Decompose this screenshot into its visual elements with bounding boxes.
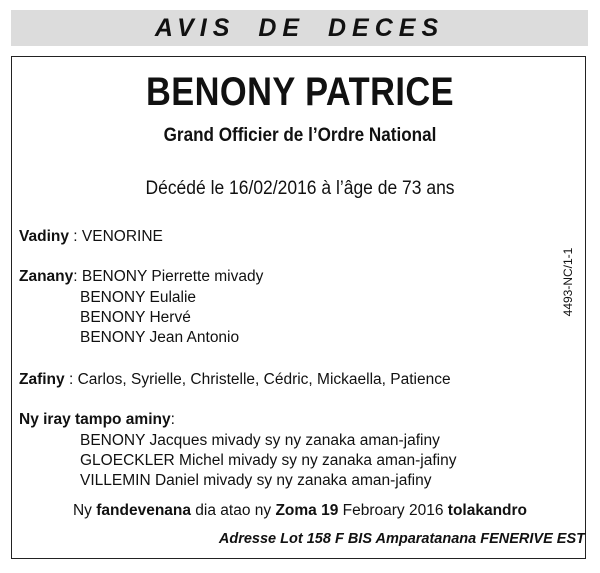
funeral-text: Febroary 2016 [338,502,448,519]
zafiny-row [19,371,451,389]
reference-code: 4493-NC/1-1 [561,247,575,317]
deceased-title: Grand Officier de l’Ordre National [163,125,437,146]
funeral-text: dia atao ny [191,502,276,519]
zanany-item: : BENONY Pierrette mivady [73,268,264,285]
tampo-item: VILLEMIN Daniel mivady sy ny zanaka aman-jafiny [80,472,432,489]
vadiny-label: Vadiny [19,228,69,245]
funeral-time: tolakandro [447,502,528,519]
vadiny-row [19,228,163,246]
tampo-label: Ny iray tampo aminy [19,411,171,428]
vadiny-value: : VENORINE [68,228,163,245]
tampo-item: BENONY Jacques mivady sy ny zanaka aman-jafiny [80,432,440,449]
zafiny-value: : Carlos, Syrielle, Christelle, Cédric, Mickaella, Patience [64,371,451,388]
banner-title: AVIS DE DECES [154,13,445,42]
funeral-line [0,502,600,520]
tampo-item: GLOECKLER Michel mivady sy ny zanaka aman-jafiny [80,452,457,469]
tampo-colon: : [170,411,175,428]
funeral-text: Ny [72,502,97,519]
funeral-keyword: fandevenana [96,502,191,519]
zanany-label: Zanany [19,268,74,285]
zanany-item: BENONY Eulalie [80,289,197,306]
zafiny-label: Zafiny [19,371,65,388]
address-line: Adresse Lot 158 F BIS Amparatanana FENERIVE EST [218,531,585,547]
zanany-item: BENONY Hervé [80,309,191,326]
deceased-name: BENONY PATRICE [145,70,455,114]
zanany-item: BENONY Jean Antonio [80,329,240,346]
zanany-row [19,268,263,286]
funeral-date: Zoma 19 [275,502,339,519]
tampo-heading [19,411,175,429]
death-date-line: Décédé le 16/02/2016 à l’âge de 73 ans [145,178,455,199]
header-banner [11,10,588,46]
